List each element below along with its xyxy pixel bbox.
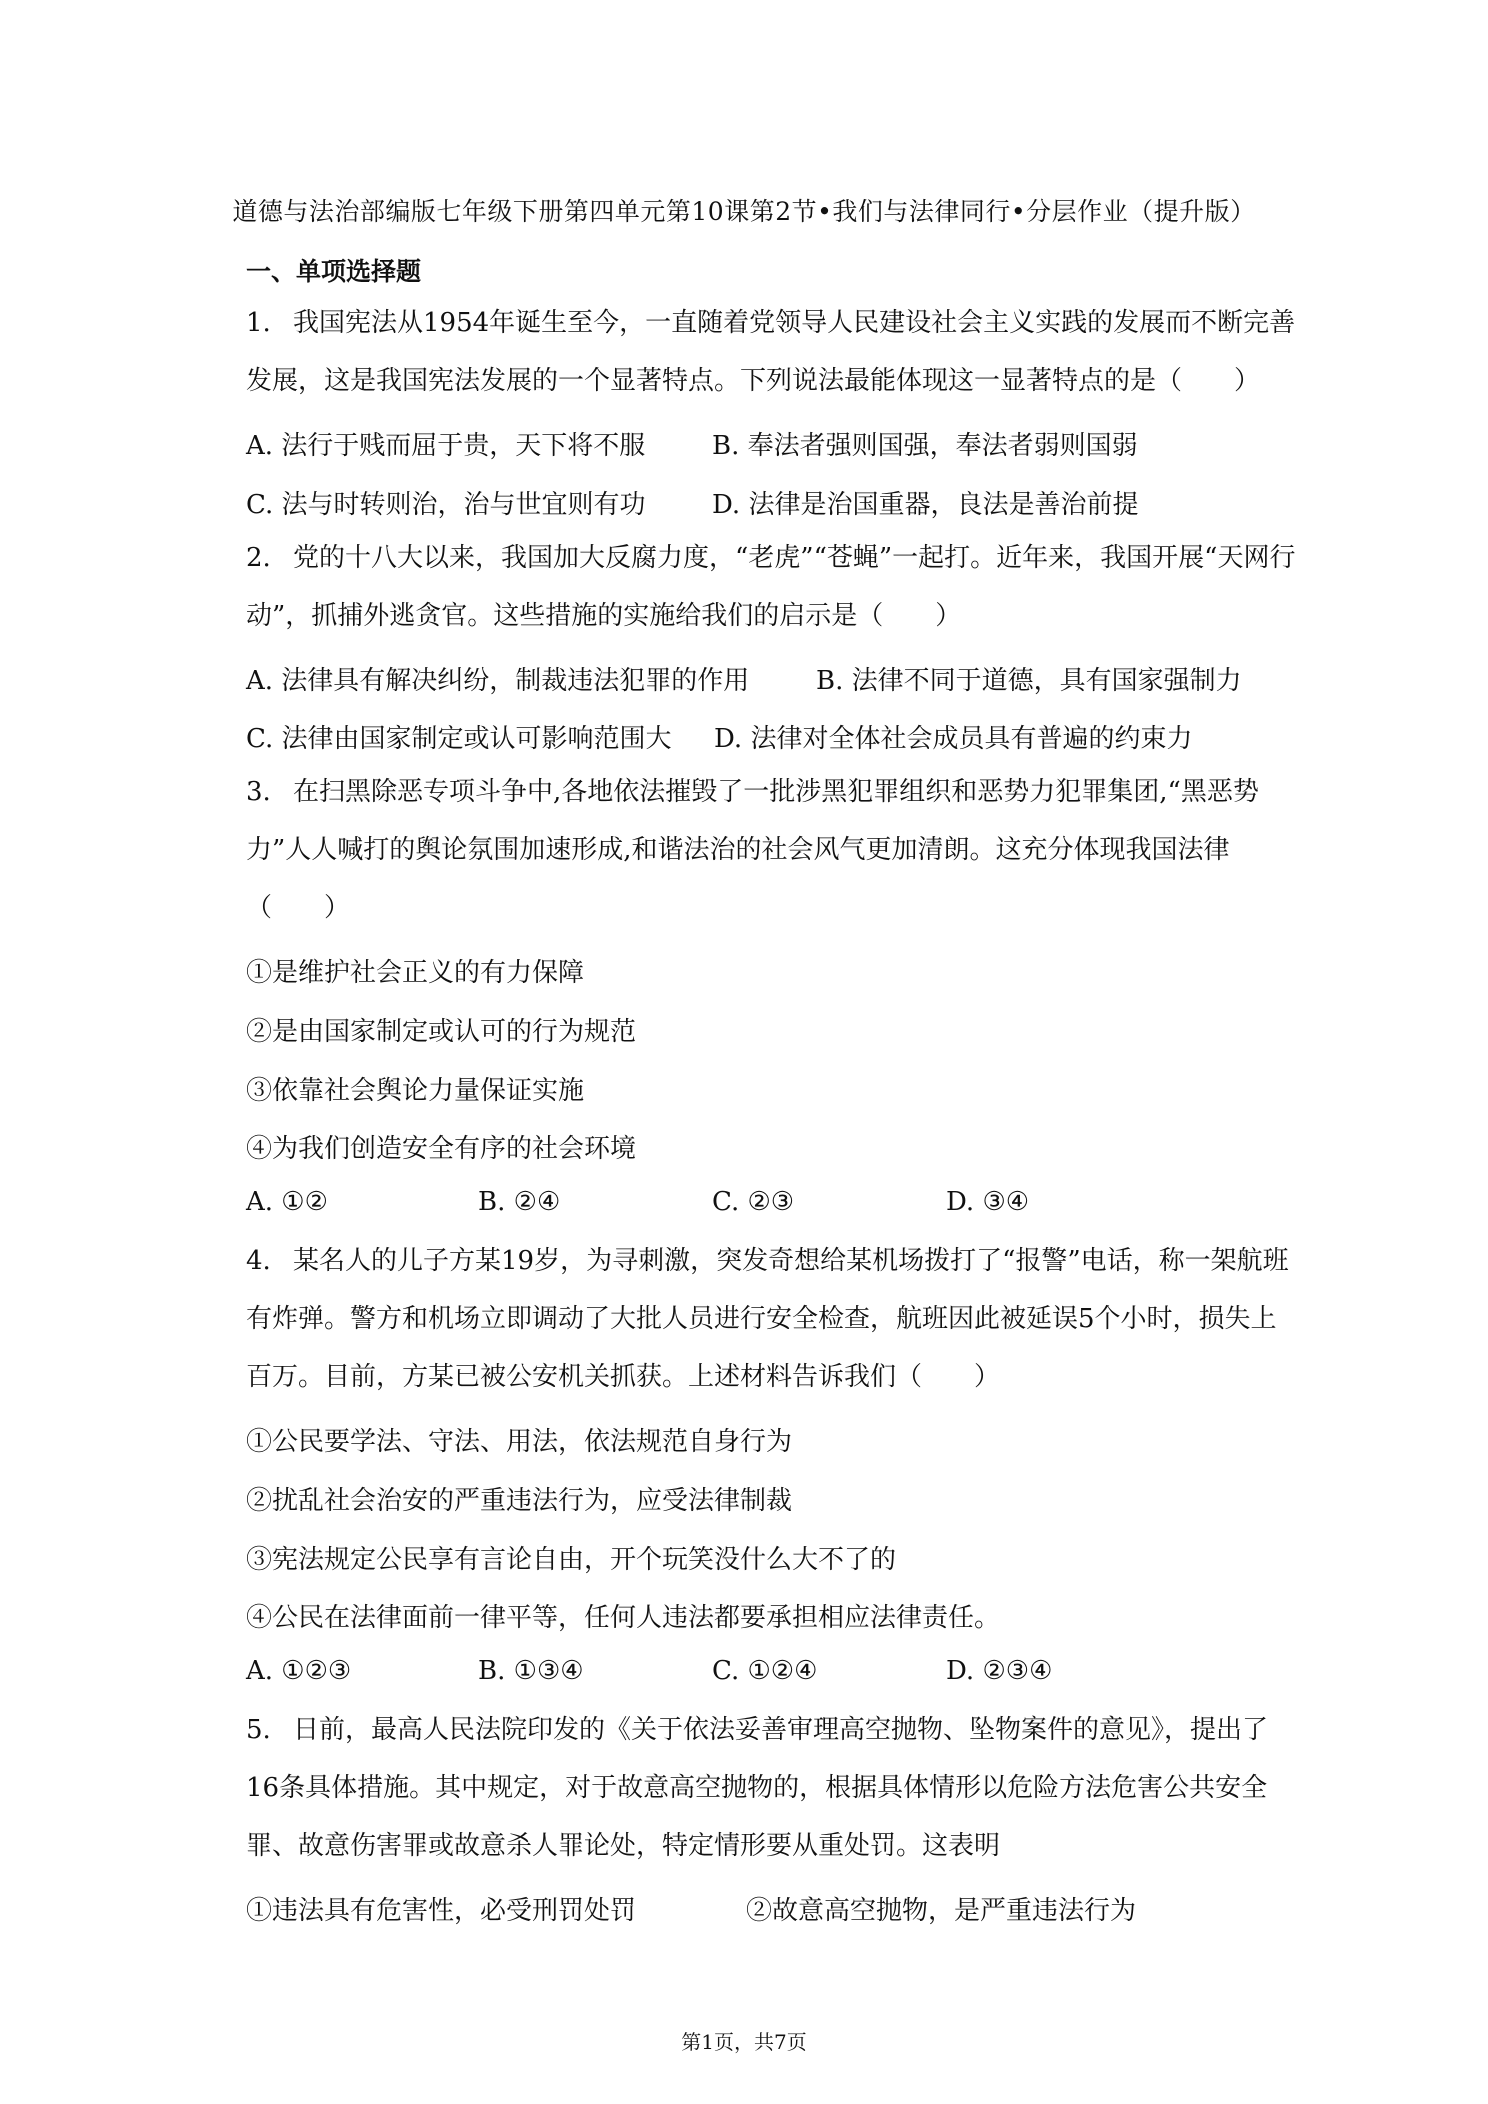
statement-item: ④为我们创造安全有序的社会环境 <box>246 1134 637 1164</box>
option-c: C. 法与时转则治，治与世宜则有功 <box>246 490 646 520</box>
statement-item: ①公民要学法、守法、用法，依法规范自身行为 <box>246 1427 793 1457</box>
statement-item: ④公民在法律面前一律平等，任何人违法都要承担相应法律责任。 <box>246 1603 1001 1633</box>
statement-item: ③宪法规定公民享有言论自由，开个玩笑没什么大不了的 <box>246 1545 897 1575</box>
statement-item: ①是维护社会正义的有力保障 <box>246 958 585 988</box>
question-stem: 我国宪法从1954年诞生至今，一直随着党领导人民建设社会主义实践的发展而不断完善发展，这是我国宪法发展的一个显著特点。下列说法最能体现这一显著特点的是（ ） <box>246 308 1296 396</box>
question-number: 1. <box>246 308 271 338</box>
question-stem: 党的十八大以来，我国加大反腐力度，“老虎”“苍蝇”一起打。近年来，我国开展“天网行动”，抓捕外逃贪官。这些措施的实施给我们的启示是（ ） <box>246 543 1296 631</box>
option-b: B. 奉法者强则国强，奉法者弱则国弱 <box>712 431 1138 461</box>
question-2 <box>246 529 1296 645</box>
statement-item: ②扰乱社会治安的严重违法行为，应受法律制裁 <box>246 1486 793 1516</box>
question-4 <box>246 1232 1296 1406</box>
option-a: A. 法律具有解决纠纷，制裁违法犯罪的作用 <box>246 666 750 696</box>
statement-item: ①违法具有危害性，必受刑罚处罚 <box>246 1896 637 1926</box>
option-b: B. 法律不同于道德，具有国家强制力 <box>816 666 1242 696</box>
option-a: A. 法行于贱而屈于贵，天下将不服 <box>246 431 646 461</box>
question-1 <box>246 294 1296 410</box>
option-a: A. ①② <box>246 1187 328 1217</box>
question-number: 3. <box>246 777 271 807</box>
page-title: 道德与法治部编版七年级下册第四单元第10课第2节•我们与法律同行•分层作业（提升版） <box>232 197 1256 226</box>
question-3 <box>246 763 1296 937</box>
option-a: A. ①②③ <box>246 1656 352 1686</box>
statement-item: ②是由国家制定或认可的行为规范 <box>246 1017 637 1047</box>
option-d: D. 法律对全体社会成员具有普遍的约束力 <box>714 724 1193 754</box>
statement-item: ②故意高空抛物，是严重违法行为 <box>746 1896 1137 1926</box>
question-number: 2. <box>246 543 271 573</box>
option-c: C. 法律由国家制定或认可影响范围大 <box>246 724 672 754</box>
option-b: B. ②④ <box>478 1187 561 1217</box>
option-d: D. ②③④ <box>946 1656 1053 1686</box>
question-number: 5. <box>246 1715 271 1745</box>
option-c: C. ①②④ <box>712 1656 818 1686</box>
statement-item: ③依靠社会舆论力量保证实施 <box>246 1076 585 1106</box>
option-d: D. 法律是治国重器，良法是善治前提 <box>712 490 1139 520</box>
question-stem: 日前，最高人民法院印发的《关于依法妥善审理高空抛物、坠物案件的意见》，提出了16条具体措施。其中规定，对于故意高空抛物的，根据具体情形以危险方法危害公共安全罪、故意伤害罪或故意杀人罪论处，特定情形要从重处罚。这表明 <box>246 1715 1269 1861</box>
page-footer: 第1页，共7页 <box>681 2030 807 2054</box>
section-heading: 一、单项选择题 <box>246 257 422 286</box>
question-5 <box>246 1701 1296 1875</box>
question-number: 4. <box>246 1246 271 1276</box>
option-c: C. ②③ <box>712 1187 795 1217</box>
option-d: D. ③④ <box>946 1187 1030 1217</box>
option-b: B. ①③④ <box>478 1656 584 1686</box>
question-stem: 在扫黑除恶专项斗争中,各地依法摧毁了一批涉黑犯罪组织和恶势力犯罪集团,“黑恶势力”人人喊打的舆论氛围加速形成,和谐法治的社会风气更加清朗。这充分体现我国法律（ ） <box>246 777 1259 923</box>
question-stem: 某名人的儿子方某19岁，为寻刺激，突发奇想给某机场拨打了“报警”电话，称一架航班有炸弹。警方和机场立即调动了大批人员进行安全检查，航班因此被延误5个小时，损失上百万。目前，方某已被公安机关抓获。上述材料告诉我们（ ） <box>246 1246 1289 1392</box>
